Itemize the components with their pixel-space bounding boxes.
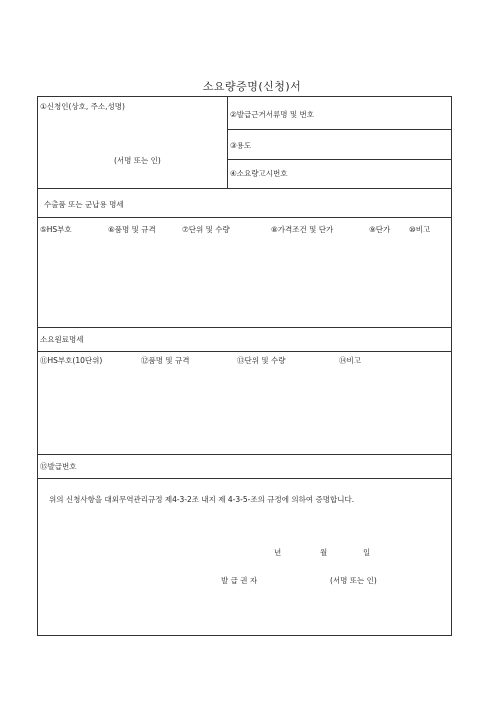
export-heading: 수출품 또는 군납용 명세 (44, 200, 124, 209)
issuer-label: 발 급 권 자 (221, 576, 258, 585)
export-col-hs: ⑤HS부호 (40, 225, 72, 234)
field-issue-basis: ②발급근거서류명 및 번호 (230, 110, 314, 119)
date-month: 월 (320, 548, 328, 557)
export-col-name: ⑥품명 및 규격 (108, 225, 156, 234)
certification-statement: 위의 신청사항을 대외무역관리규정 제4-3-2조 내지 제 4-3-5-조의 규정에 의하여 증명합니다. (49, 495, 355, 504)
material-col-name: ⑫품명 및 규격 (141, 356, 190, 365)
export-col-price: ⑨단가 (369, 225, 391, 234)
divider-right-1 (227, 129, 451, 130)
divider-export-heading (38, 217, 451, 218)
issue-number-label: ⑮발급번호 (40, 462, 77, 471)
date-day: 일 (363, 548, 371, 557)
field-purpose: ③용도 (230, 141, 252, 150)
divider-right-2 (227, 159, 451, 160)
export-col-qty: ⑦단위 및 수량 (182, 225, 230, 234)
date-year: 년 (274, 548, 282, 557)
material-col-note: ⑭비고 (339, 356, 361, 365)
divider-vertical-top (227, 97, 228, 188)
form-title: 소요량증명(신청)서 (202, 80, 302, 93)
certificate-form (37, 96, 452, 636)
issuer-sign: (서명 또는 인) (330, 576, 377, 585)
material-heading: 소요원료명세 (40, 335, 84, 344)
divider-material-heading (38, 351, 451, 352)
applicant-sign: (서명 또는 인) (114, 156, 161, 165)
applicant-label: ①신청인(상호, 주소,성명) (40, 102, 125, 111)
material-col-qty: ⑬단위 및 수량 (237, 356, 286, 365)
export-col-price-cond: ⑧가격조건 및 단가 (271, 225, 334, 234)
material-col-hs: ⑪HS부호(10단위) (40, 356, 103, 365)
divider-issue-no (38, 478, 451, 479)
divider-export-bottom (38, 327, 451, 328)
divider-material-bottom (38, 454, 451, 455)
divider-applicant-bottom (38, 188, 451, 189)
field-notice-no: ④소요량고시번호 (230, 169, 288, 178)
export-col-note: ⑩비고 (409, 225, 431, 234)
